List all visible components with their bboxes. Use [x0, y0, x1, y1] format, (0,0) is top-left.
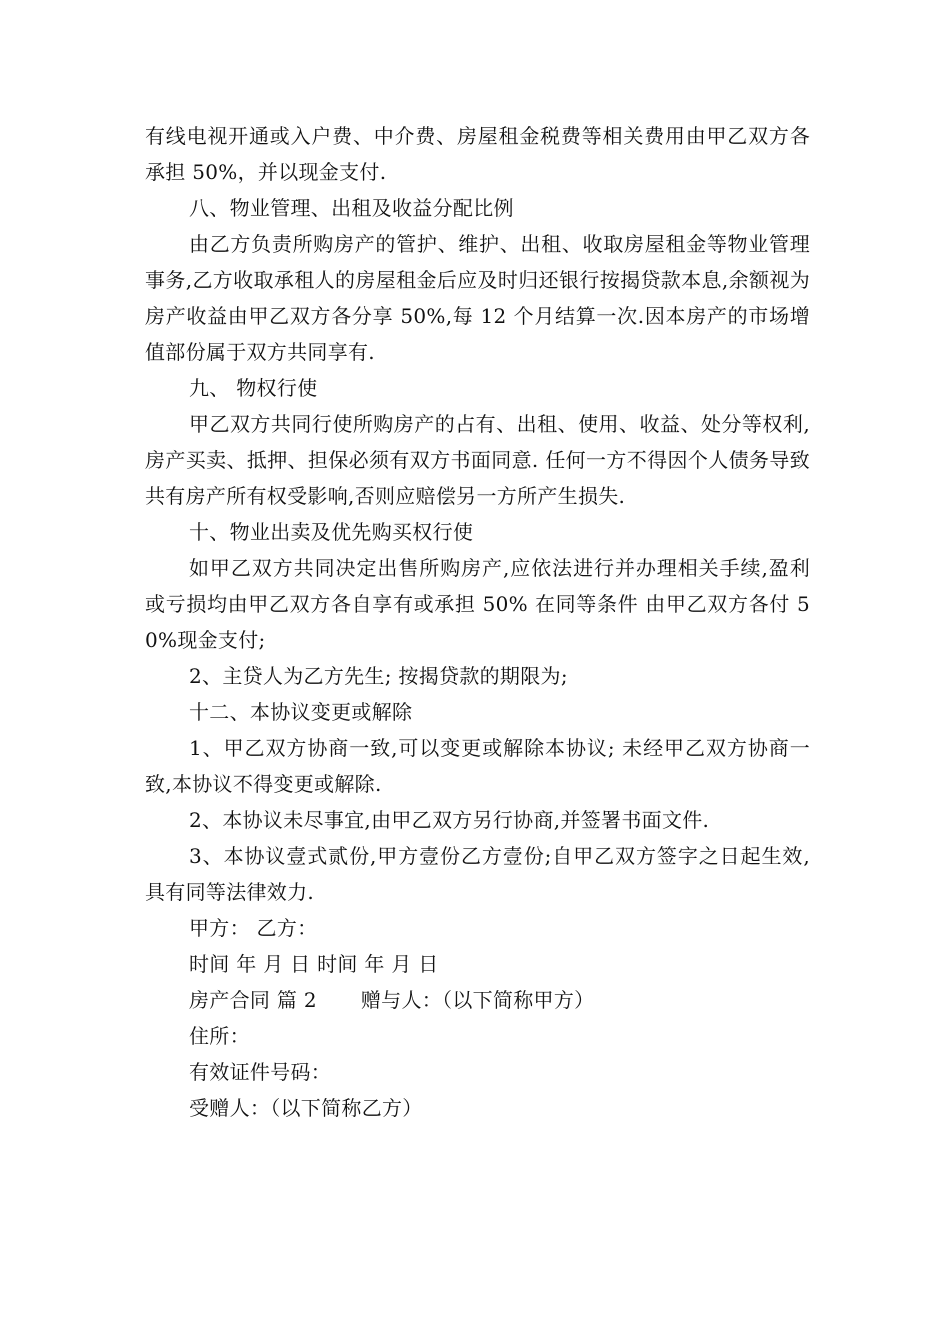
section2-id-number: 有效证件号码：	[189, 1060, 332, 1084]
paragraph-main-borrower: 2、主贷人为乙方先生; 按揭贷款的期限为;	[189, 664, 568, 688]
signature-dates: 时间 年 月 日 时间 年 月 日	[189, 952, 439, 976]
paragraph-modification-3: 3、本协议壹式贰份,甲方壹份乙方壹份;自甲乙双方签字之日起生效,具有同等法律效力.	[145, 844, 810, 904]
section2-heading: 房产合同 篇 2	[189, 988, 317, 1012]
section2-donor: 赠与人：（以下简称甲方）	[360, 988, 595, 1012]
section2-address: 住所：	[189, 1024, 250, 1048]
document-body	[145, 118, 810, 1126]
section2-recipient: 受赠人：（以下简称乙方）	[189, 1096, 423, 1120]
paragraph-modification-1: 1、甲乙双方协商一致,可以变更或解除本协议; 未经甲乙双方协商一致,本协议不得变更或解除.	[145, 736, 810, 796]
heading-property-rights: 九、 物权行使	[189, 376, 318, 400]
paragraph-fees: 有线电视开通或入户费、中介费、房屋租金税费等相关费用由甲乙双方各承担 50%，并以现金支付.	[145, 124, 810, 184]
paragraph-modification-2: 2、本协议未尽事宜,由甲乙双方另行协商,并签署书面文件.	[189, 808, 710, 832]
paragraph-sale-preemption: 如甲乙双方共同决定出售所购房产,应依法进行并办理相关手续,盈利或亏损均由甲乙双方各自享有或承担 50% 在同等条件 由甲乙双方各付 50%现金支付;	[145, 556, 810, 652]
signature-parties: 甲方： 乙方：	[189, 916, 318, 940]
heading-sale-preemption: 十、物业出卖及优先购买权行使	[189, 520, 474, 544]
paragraph-property-rights: 甲乙双方共同行使所购房产的占有、出租、使用、收益、处分等权利, 房产买卖、抵押、担保必须有双方书面同意. 任何一方不得因个人债务导致共有房产所有权受影响,否则应赔偿另一方所产生损失.	[145, 412, 810, 508]
heading-property-management: 八、物业管理、出租及收益分配比例	[189, 196, 514, 220]
paragraph-property-management: 由乙方负责所购房产的管护、维护、出租、收取房屋租金等物业管理事务,乙方收取承租人的房屋租金后应及时归还银行按揭贷款本息,余额视为房产收益由甲乙双方各分享 50%,每 12 个月结算一次.因本房产的市场增值部份属于双方共同享有.	[145, 232, 810, 364]
heading-modification: 十二、本协议变更或解除	[189, 700, 413, 724]
section2-heading-line	[145, 982, 810, 1018]
